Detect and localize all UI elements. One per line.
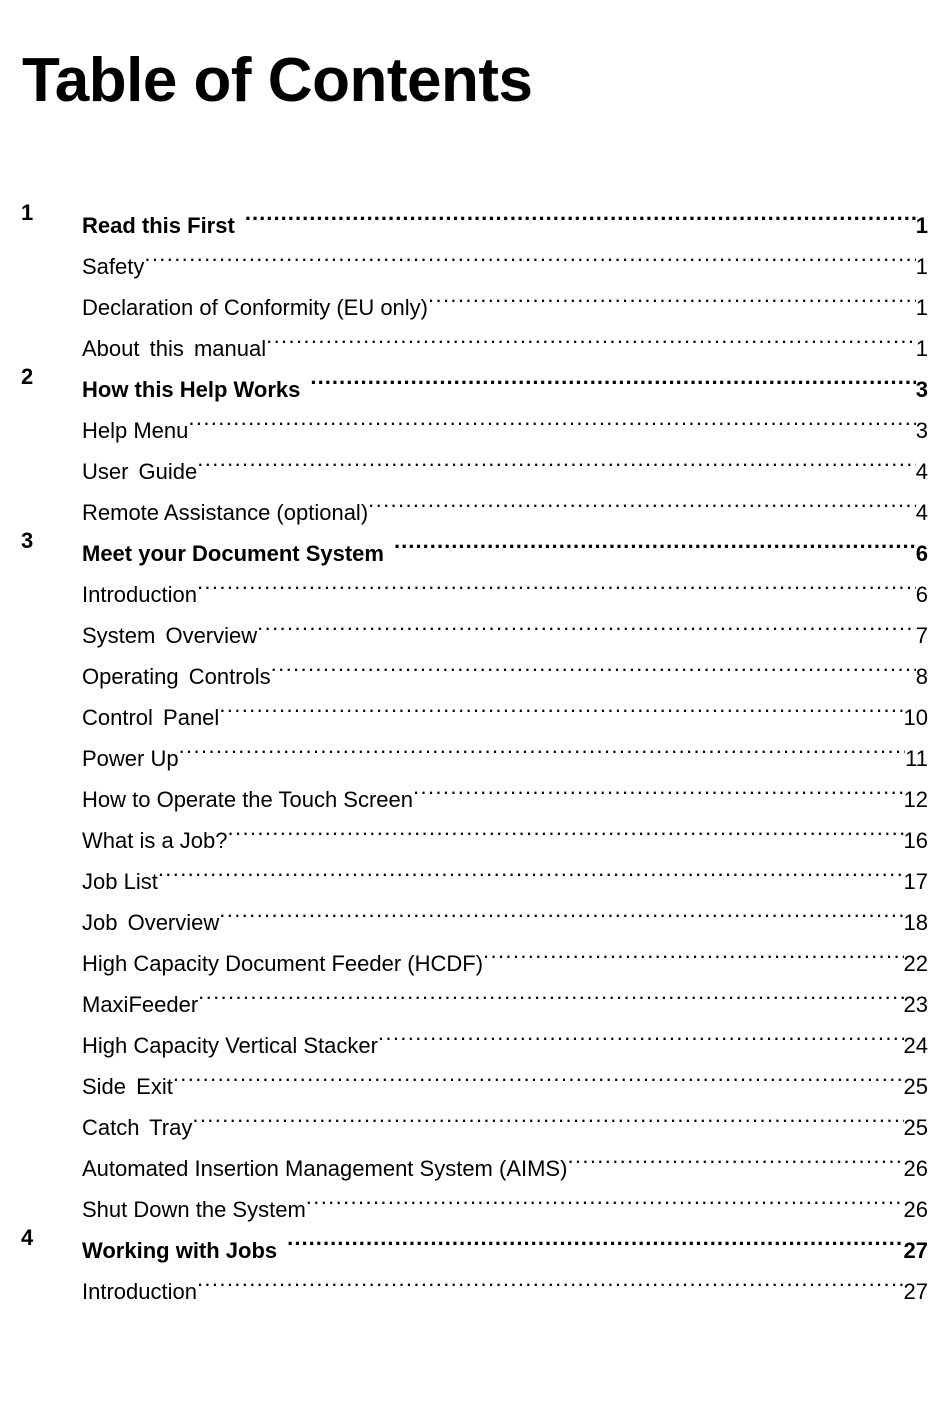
toc-entry-row[interactable] <box>0 1135 950 1181</box>
toc-entry-label: Declaration of Conformity (EU only) <box>82 295 429 320</box>
dot-leader <box>198 971 903 1012</box>
toc-page-number: 23 <box>903 992 928 1017</box>
toc-entry-row[interactable] <box>0 315 950 361</box>
toc-entry-row[interactable] <box>0 971 950 1017</box>
toc-row-body <box>82 602 928 648</box>
toc-page-number: 1 <box>915 254 928 279</box>
dot-leader <box>271 643 916 684</box>
dot-leader <box>197 438 915 479</box>
toc-row-body <box>82 807 928 853</box>
toc-entry-row[interactable] <box>0 438 950 484</box>
toc-page-number: 8 <box>915 664 928 689</box>
dot-leader <box>368 479 916 520</box>
toc-page-number: 1 <box>915 336 928 361</box>
toc-page-number: 4 <box>915 459 928 484</box>
dot-leader <box>192 1094 903 1135</box>
toc-chapter-row[interactable] <box>0 192 950 238</box>
toc-entry-row[interactable] <box>0 807 950 853</box>
toc-row-body <box>82 520 928 566</box>
dot-leader <box>567 1135 903 1176</box>
toc-entry-label: Operating Controls <box>82 664 271 689</box>
toc-row-body <box>82 438 928 484</box>
toc-entry-label: Help Menu <box>82 418 189 443</box>
toc-row-body <box>82 315 928 361</box>
toc-page-number: 11 <box>905 746 928 771</box>
dot-leader <box>310 356 915 397</box>
toc-row-body <box>82 1012 928 1058</box>
dot-leader <box>378 1012 904 1053</box>
dot-leader <box>428 274 916 315</box>
toc-chapter-number: 3 <box>21 528 34 553</box>
toc-entry-row[interactable] <box>0 1012 950 1058</box>
toc-entry-row[interactable] <box>0 889 950 935</box>
toc-page-number: 26 <box>903 1197 928 1222</box>
dot-leader <box>257 602 916 643</box>
toc-row-body <box>82 889 928 935</box>
toc-entry-label: User Guide <box>82 459 198 484</box>
toc-row-body <box>82 684 928 730</box>
toc-entry-label: Power Up <box>82 746 179 771</box>
toc-row-body <box>82 1258 928 1304</box>
toc-entry-label: Control Panel <box>82 705 220 730</box>
toc-page-number: 27 <box>903 1279 928 1304</box>
dot-leader <box>394 520 916 561</box>
toc-entry-row[interactable] <box>0 1176 950 1222</box>
toc-entry-label: Catch Tray <box>82 1115 193 1140</box>
toc-row-body <box>82 397 928 443</box>
toc-entry-row[interactable] <box>0 643 950 689</box>
toc-page-number: 18 <box>903 910 928 935</box>
toc-page-number: 24 <box>903 1033 928 1058</box>
toc-entry-label: MaxiFeeder <box>82 992 199 1017</box>
toc-entry-row[interactable] <box>0 684 950 730</box>
toc-entry-row[interactable] <box>0 848 950 894</box>
toc-page-number: 25 <box>903 1074 928 1099</box>
toc-entry-label: Job Overview <box>82 910 220 935</box>
toc-entry-row[interactable] <box>0 602 950 648</box>
toc-row-body <box>82 1217 928 1263</box>
toc-entry-row[interactable] <box>0 930 950 976</box>
dot-leader <box>197 1258 904 1299</box>
toc-entry-row[interactable] <box>0 233 950 279</box>
toc-entry-row[interactable] <box>0 397 950 443</box>
dot-leader <box>245 192 916 233</box>
toc-entry-label: System Overview <box>82 623 258 648</box>
toc-row-body <box>82 848 928 894</box>
toc-row-body <box>82 192 928 238</box>
toc-row-body <box>82 971 928 1017</box>
toc-page-number: 17 <box>903 869 928 894</box>
toc-row-body <box>82 479 928 525</box>
toc-entry-label: Remote Assistance (optional) <box>82 500 369 525</box>
toc-entry-label: Side Exit <box>82 1074 173 1099</box>
toc-entry-row[interactable] <box>0 274 950 320</box>
toc-page-number: 16 <box>903 828 928 853</box>
toc-entry-label: Working with Jobs <box>82 1238 278 1263</box>
toc-row-body <box>82 1094 928 1140</box>
toc-page-number: 27 <box>903 1238 928 1263</box>
toc-chapter-row[interactable] <box>0 520 950 566</box>
toc-page-number: 6 <box>915 582 928 607</box>
toc-list <box>0 192 950 1304</box>
dot-leader <box>219 684 903 725</box>
toc-entry-label: What is a Job? <box>82 828 228 853</box>
toc-entry-label: How this Help Works <box>82 377 301 402</box>
dot-leader <box>188 397 915 438</box>
toc-page-number: 1 <box>915 213 928 238</box>
toc-entry-label: Automated Insertion Management System (AIMS) <box>82 1156 568 1181</box>
toc-row-body <box>82 930 928 976</box>
dot-leader <box>158 848 904 889</box>
toc-entry-row[interactable] <box>0 479 950 525</box>
dot-leader <box>266 315 916 356</box>
toc-row-body <box>82 725 928 771</box>
toc-chapter-number: 2 <box>21 364 34 389</box>
toc-entry-row[interactable] <box>0 725 950 771</box>
toc-row-body <box>82 643 928 689</box>
toc-page-number: 22 <box>903 951 928 976</box>
dot-leader <box>219 889 903 930</box>
toc-entry-label: Meet your Document System <box>82 541 384 566</box>
toc-entry-label: Shut Down the System <box>82 1197 306 1222</box>
toc-row-body <box>82 1053 928 1099</box>
dot-leader <box>413 766 904 807</box>
toc-row-body <box>82 1176 928 1222</box>
toc-entry-label: High Capacity Vertical Stacker <box>82 1033 378 1058</box>
toc-entry-label: Introduction <box>82 582 197 607</box>
toc-entry-label: Job List <box>82 869 158 894</box>
toc-page-number: 3 <box>915 418 928 443</box>
toc-page-number: 6 <box>915 541 928 566</box>
toc-row-body <box>82 356 928 402</box>
dot-leader <box>306 1176 904 1217</box>
toc-page-number: 12 <box>903 787 928 812</box>
toc-entry-row[interactable] <box>0 1053 950 1099</box>
toc-entry-row[interactable] <box>0 1258 950 1304</box>
toc-chapter-row[interactable] <box>0 1217 950 1263</box>
page-title: Table of Contents <box>22 46 533 115</box>
toc-chapter-row[interactable] <box>0 356 950 402</box>
toc-row-body <box>82 1135 928 1181</box>
toc-entry-row[interactable] <box>0 561 950 607</box>
toc-page-number: 3 <box>915 377 928 402</box>
toc-page-number: 4 <box>915 500 928 525</box>
dot-leader <box>287 1217 903 1258</box>
toc-entry-label: Safety <box>82 254 145 279</box>
toc-entry-label: High Capacity Document Feeder (HCDF) <box>82 951 484 976</box>
toc-chapter-number: 1 <box>21 200 34 225</box>
toc-page-number: 25 <box>903 1115 928 1140</box>
dot-leader <box>483 930 903 971</box>
toc-chapter-number: 4 <box>21 1225 34 1250</box>
dot-leader <box>228 807 904 848</box>
toc-page-number: 1 <box>915 295 928 320</box>
toc-entry-label: About this manual <box>82 336 267 361</box>
toc-page-number: 10 <box>903 705 928 730</box>
dot-leader <box>144 233 915 274</box>
dot-leader <box>197 561 916 602</box>
toc-row-body <box>82 274 928 320</box>
toc-entry-row[interactable] <box>0 766 950 812</box>
toc-entry-label: How to Operate the Touch Screen <box>82 787 414 812</box>
dot-leader <box>179 725 906 766</box>
dot-leader <box>173 1053 904 1094</box>
toc-row-body <box>82 766 928 812</box>
toc-entry-label: Introduction <box>82 1279 197 1304</box>
toc-entry-label: Read this First <box>82 213 235 238</box>
toc-row-body <box>82 561 928 607</box>
toc-entry-row[interactable] <box>0 1094 950 1140</box>
toc-page-number: 7 <box>915 623 928 648</box>
toc-page-number: 26 <box>903 1156 928 1181</box>
toc-row-body <box>82 233 928 279</box>
